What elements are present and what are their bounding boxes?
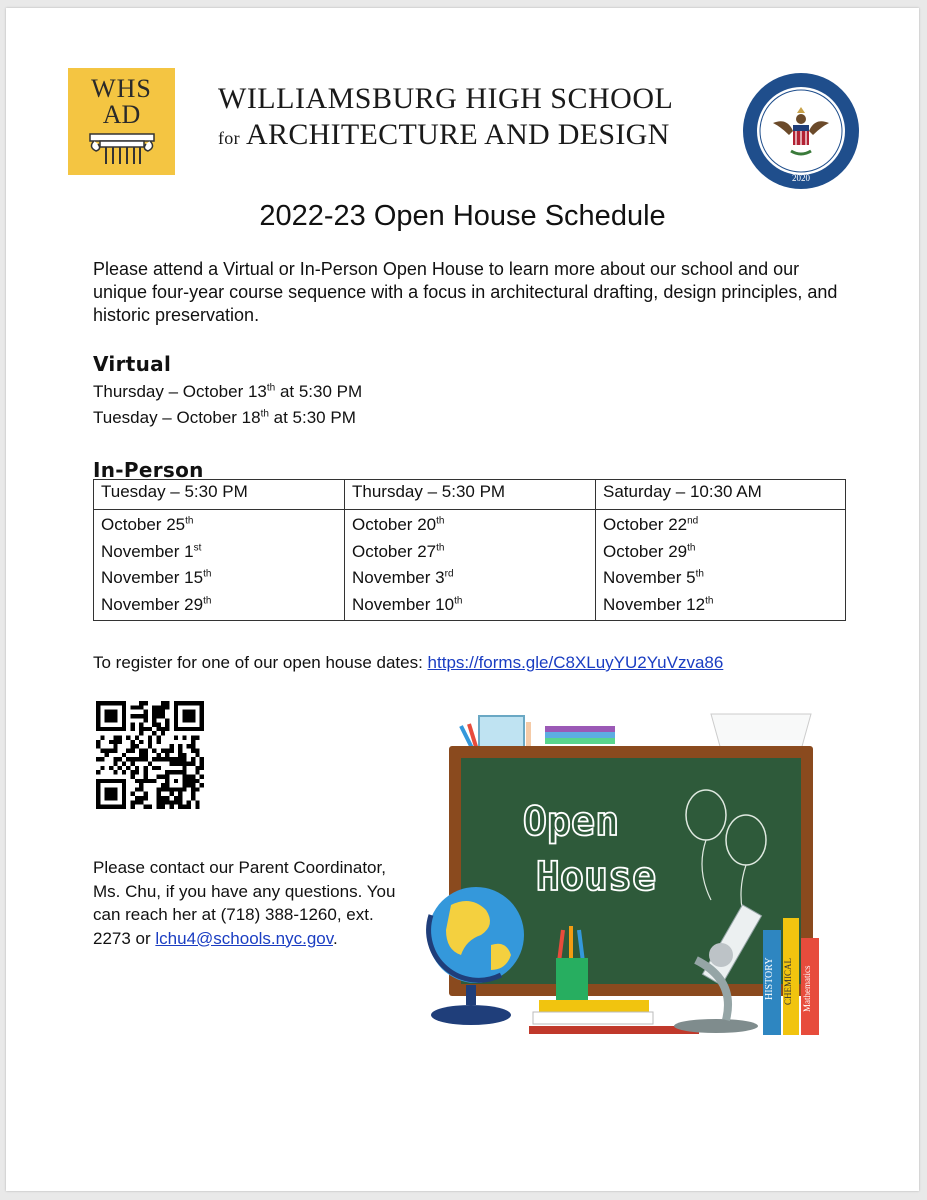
table-row (94, 510, 846, 621)
virtual-session: Thursday – October 13th at 5:30 PM (93, 382, 363, 401)
school-name (218, 82, 718, 152)
table-header-row (94, 480, 846, 510)
virtual-sessions (93, 379, 362, 431)
school-name-line2-text: ARCHITECTURE AND DESIGN (246, 118, 670, 151)
blue-ribbon-seal-icon (741, 71, 861, 191)
book-label-history: HISTORY (764, 957, 775, 1000)
logo-text-ad: AD (102, 100, 141, 129)
open-house-chalkboard-illustration (421, 700, 831, 1045)
virtual-session: Tuesday – October 18th at 5:30 PM (93, 408, 356, 427)
notebook-icon (479, 716, 524, 748)
contact-email-link[interactable]: lchu4@schools.nyc.gov (155, 928, 333, 948)
page-title: 2022-23 Open House Schedule (259, 200, 666, 232)
in-person-heading: In-Person (93, 458, 204, 482)
flyer-page (6, 8, 919, 1191)
register-link[interactable]: https://forms.gle/C8XLuyYU2YuVzva86 (427, 653, 724, 672)
school-name-line2 (218, 118, 718, 152)
book-label-chemical: CHEMICAL (783, 958, 793, 1005)
logo-text-whs: WHS (91, 74, 152, 103)
book-label-mathematics: Mathematics (802, 965, 812, 1012)
column-header-thursday: Thursday – 5:30 PM (345, 480, 596, 510)
column-header-tuesday: Tuesday – 5:30 PM (94, 480, 345, 510)
contact-text: Please contact our Parent Coordinator, Ms. Chu, if you have any questions. You can reach her at (718) 388-1260, ext. 2273 or (93, 858, 396, 948)
register-text: To register for one of our open house dates: (93, 653, 428, 672)
in-person-schedule-table (93, 479, 846, 621)
chalk-text-house: House (535, 854, 657, 900)
saturday-dates: October 22nd October 29th November 5th November 12th (596, 510, 846, 621)
globe-icon (428, 887, 524, 1025)
contact-paragraph: Please contact our Parent Coordinator, Ms. Chu, if you have any questions. You can reach her at (718) 388-1260, ext. 2273 or lchu4@schools.nyc.gov. (93, 858, 396, 948)
thursday-dates: October 20th October 27th November 3rd November 10th (345, 510, 596, 621)
tuesday-dates: October 25th November 1st November 15th November 29th (94, 510, 345, 621)
virtual-heading: Virtual (93, 352, 172, 376)
seal-year: 2020 (792, 173, 810, 183)
register-line (93, 653, 723, 673)
school-name-line1: WILLIAMSBURG HIGH SCHOOL (218, 82, 674, 115)
chalk-text-open: Open (522, 799, 620, 845)
qr-code-icon[interactable] (96, 701, 204, 809)
intro-paragraph: Please attend a Virtual or In-Person Open House to learn more about our school and our unique four-year course sequence with a focus in architectural drafting, design principles, and historic preservation. (93, 259, 838, 325)
school-logo (68, 68, 175, 175)
column-header-saturday: Saturday – 10:30 AM (596, 480, 846, 510)
school-name-for: for (218, 128, 240, 148)
column-capital-icon (88, 132, 156, 166)
